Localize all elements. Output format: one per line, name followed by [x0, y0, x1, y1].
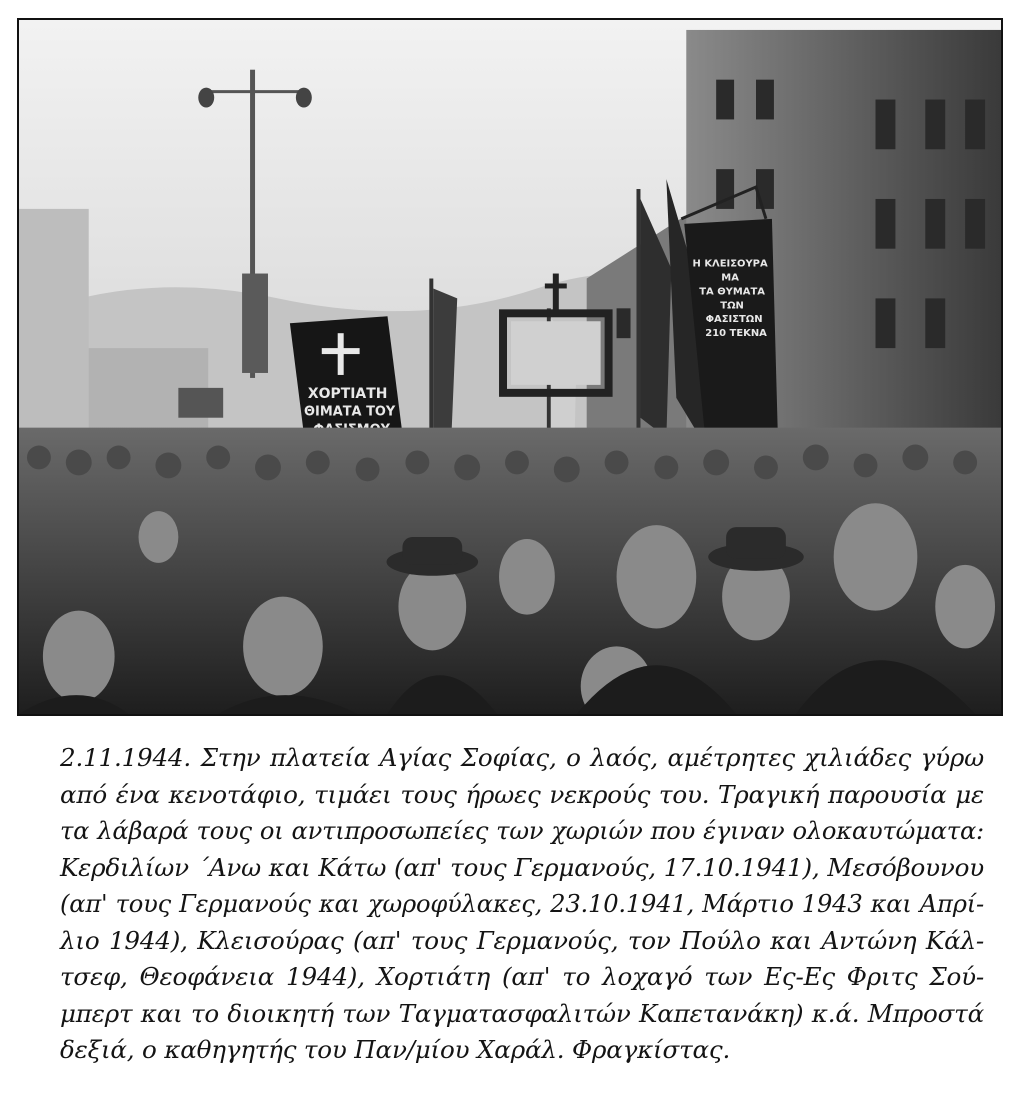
photo-caption [60, 740, 984, 1069]
banner-left-line-1: ΧΟΡΤΙΑΤΗ [307, 385, 388, 402]
banner-right-line-5: ΦΑΣΙΣΤΩΝ [705, 314, 763, 326]
banner-right-line-6: 210 ΤΕΚΝΑ [705, 328, 767, 340]
caption-line-6: λιο 1944), Κλεισούρας (απ' τους Γερμανούς, τον Πούλο και Αντώνη Κάλ- [60, 925, 984, 955]
banner-right-line-1: Η ΚΛΕΙΣΟΥΡΑ [692, 258, 768, 270]
left-building [19, 209, 89, 438]
banner-right-line-3: ΤΑ ΘΥΜΑΤΑ [699, 286, 765, 298]
caption-line-5: (απ' τους Γερμανούς και χωροφύλακες, 23.10.1941, Μάρτιο 1943 και Απρί- [60, 890, 984, 918]
banner-right-line-4: ΤΩΝ [720, 300, 744, 312]
historical-photo [17, 18, 1003, 716]
crowd-photo-illustration [19, 20, 1001, 714]
distant-sign [178, 388, 223, 418]
caption-line-4: Κερδιλίων ΄Ανω και Κάτω (απ' τους Γερμανούς, 17.10.1941), Μεσόβουνου [60, 852, 984, 882]
caption-line-7: τσεφ, Θεοφάνεια 1944), Χορτιάτη (απ' το λοχαγό των Ες-Ες Φριτς Σού- [60, 962, 984, 991]
caption-line-9: δεξιά, ο καθηγητής του Παν/μίου Χαράλ. Φραγκίστας. [60, 1035, 731, 1064]
caption-line-8: μπερτ και το διοικητή των Ταγματασφαλιτών Καπετανάκη) κ.ά. Μπροστά [60, 998, 984, 1028]
banner-left-line-2: ΘΙΜΑΤΑ ΤΟΥ [304, 404, 396, 420]
caption-line-3: τα λάβαρά τους οι αντιπροσωπείες των χωριών που έγιναν ολοκαυτώματα: [60, 817, 984, 845]
banner-right-line-2: ΜΑ [721, 272, 739, 284]
caption-line-1: 2.11.1944. Στην πλατεία Αγίας Σοφίας, ο λαός, αμέτρητες χιλιάδες γύρω [60, 743, 984, 772]
caption-line-2: από ένα κενοτάφιο, τιμάει τους ήρωες νεκρούς του. Τραγική παρουσία με [60, 779, 984, 809]
